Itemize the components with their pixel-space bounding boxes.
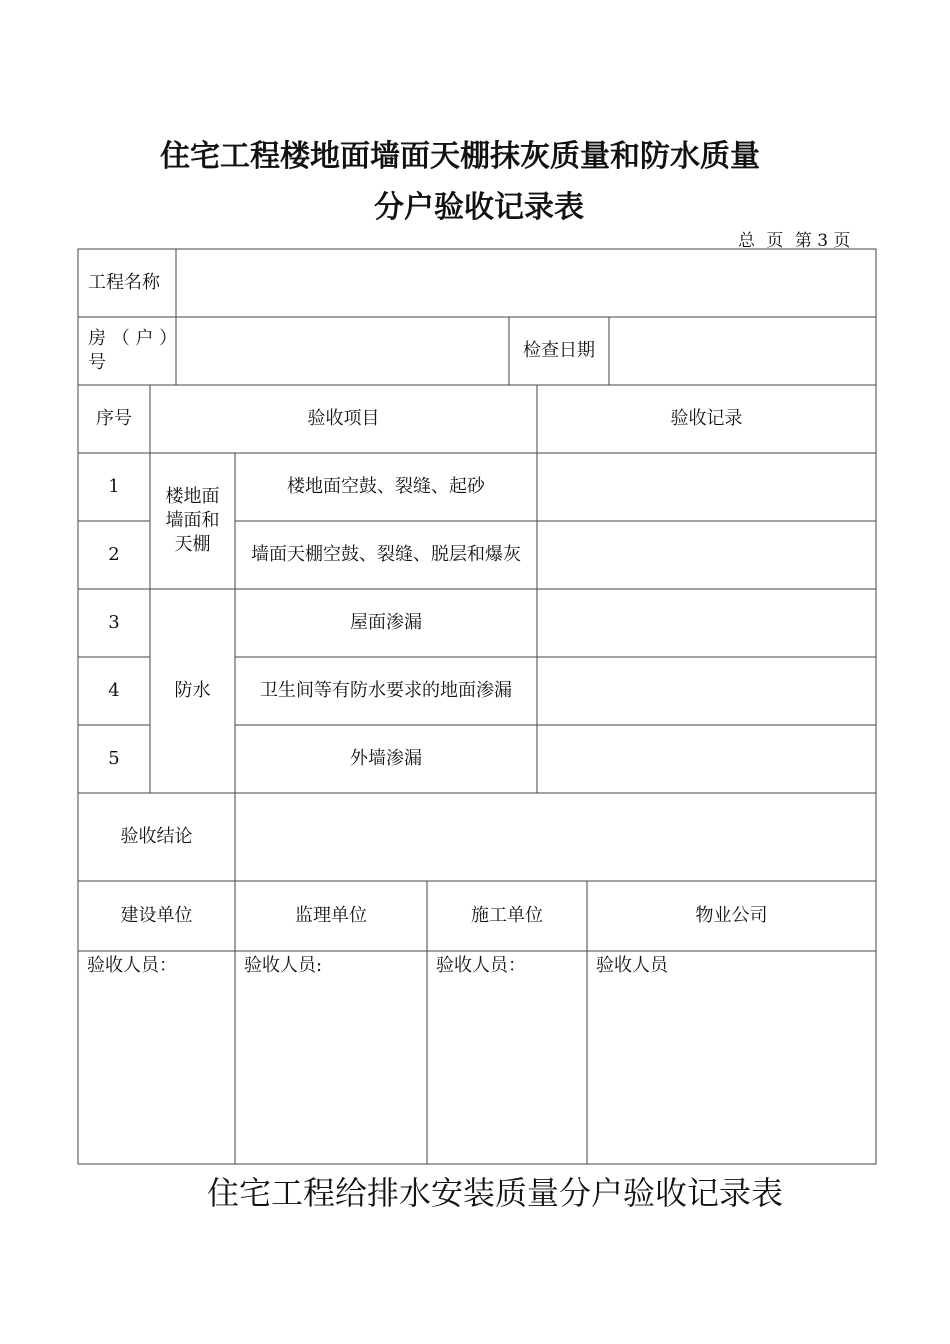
personnel-contractor[interactable]: 验收人员：	[436, 955, 526, 976]
column-header-record: 验收记录	[670, 408, 743, 429]
personnel-construction[interactable]: 验收人员：	[87, 955, 177, 976]
item-2-seq: 2	[108, 544, 120, 565]
room-field[interactable]	[176, 317, 509, 385]
inspect-date-label: 检查日期	[523, 340, 595, 361]
conclusion-field[interactable]	[235, 793, 876, 881]
item-2-name: 墙面天棚空鼓、裂缝、脱层和爆灰	[251, 544, 521, 565]
group-waterproof-label: 防水	[174, 680, 211, 701]
page-info	[738, 226, 850, 251]
personnel-supervision[interactable]: 验收人员:	[244, 955, 323, 976]
group-floor-wall-ceiling-label: 楼地面墙面和天棚	[165, 486, 220, 555]
page-info-total: 总	[738, 231, 755, 251]
document-title-line1: 住宅工程楼地面墙面天棚抹灰质量和防水质量	[160, 139, 760, 174]
unit-supervision: 监理单位	[295, 905, 367, 926]
project-name-field[interactable]	[176, 249, 876, 317]
document-title-line2: 分户验收记录表	[374, 190, 584, 225]
item-1-name: 楼地面空鼓、裂缝、起砂	[287, 476, 485, 497]
column-header-seq: 序号	[96, 408, 132, 429]
page-info-page: 页	[766, 231, 784, 251]
group-waterproof	[150, 589, 235, 793]
item-5-record[interactable]	[537, 725, 876, 793]
next-form-title-text: 住宅工程给排水安装质量分户验收记录表	[206, 1174, 783, 1212]
item-3-seq: 3	[108, 612, 120, 633]
item-5-seq: 5	[108, 748, 120, 769]
room-label: 房 （ 户 ）号	[88, 328, 169, 373]
next-form-title	[0, 1168, 950, 1214]
personnel-property[interactable]: 验收人员	[596, 955, 668, 976]
group-floor-wall-ceiling	[150, 453, 235, 589]
unit-contractor: 施工单位	[471, 905, 543, 926]
project-name-label: 工程名称	[88, 272, 160, 293]
item-1-seq: 1	[108, 476, 120, 497]
item-2-record[interactable]	[537, 521, 876, 589]
item-4-seq: 4	[108, 680, 120, 701]
item-1-record[interactable]	[537, 453, 876, 521]
inspect-date-field[interactable]	[609, 317, 876, 385]
item-3-name: 屋面渗漏	[350, 612, 422, 633]
item-5-name: 外墙渗漏	[350, 748, 422, 769]
item-4-name: 卫生间等有防水要求的地面渗漏	[260, 680, 512, 701]
item-3-record[interactable]	[537, 589, 876, 657]
column-header-item: 验收项目	[307, 408, 380, 429]
unit-construction: 建设单位	[120, 905, 193, 926]
unit-property: 物业公司	[695, 905, 768, 926]
page-info-number: 第 3 页	[794, 231, 851, 251]
conclusion-label: 验收结论	[120, 826, 193, 847]
item-4-record[interactable]	[537, 657, 876, 725]
